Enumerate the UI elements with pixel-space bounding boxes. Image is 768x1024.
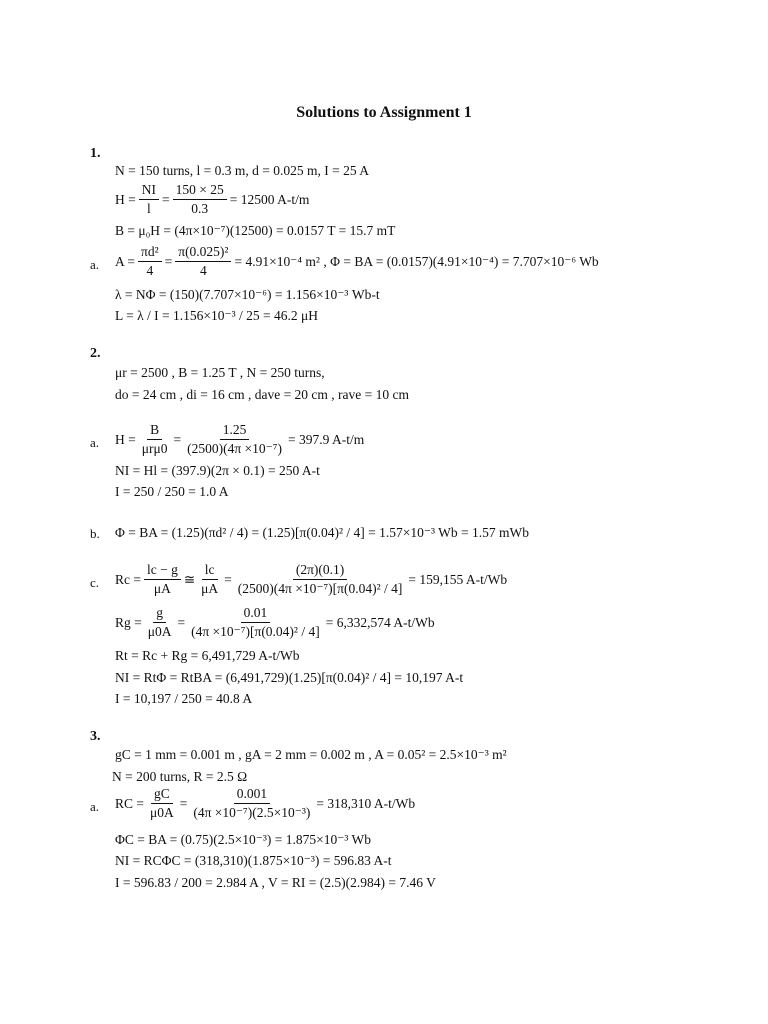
p3-rc-equation: RC = $\frac{gC}{\mu 0A}$ = $\frac{0.001}{\text{(4π ×10⁻⁷)(2.5×10⁻³)}}$ = 318,310 A-t/Wb	[115, 786, 416, 820]
problem-1-number: 1.	[90, 146, 101, 161]
p3-rc-frac-2: $\frac{0.001}{\text{(4π ×10⁻⁷)(2.5×10⁻³)}}$	[193, 786, 311, 820]
p2-a-frac-1: $\frac{B}{\text{μrμ0}}$	[141, 422, 168, 456]
p2-rg-equation: Rg = $\frac{g}{\mu 0A}$ = $\frac{0.01}{\text{(4π ×10⁻⁷)[π(0.04)² / 4]}}$ = 6,332,574 A-t/Wb	[115, 605, 435, 639]
p2-ni-equation: NI = Hl = (397.9)(2π × 0.1) = 250 A-t	[115, 463, 320, 478]
p1-h-frac-1: $\frac{NI}{l}$	[139, 182, 159, 217]
problem-3-number: 3.	[90, 729, 101, 744]
p1-a-label: a.	[90, 257, 100, 272]
p1-l-equation: L = λ / I = 1.156×10⁻³ / 25 = 46.2 μH	[115, 308, 319, 323]
p1-b-equation: B = μ₀H = (4π×10⁻⁷)(12500) = 0.0157 T = 15.7 mT	[115, 223, 396, 238]
page-title: Solutions to Assignment 1	[296, 104, 472, 121]
p2-rt-equation: Rt = Rc + Rg = 6,491,729 A-t/Wb	[115, 648, 300, 663]
p2-i-equation: I = 250 / 250 = 1.0 A	[115, 484, 229, 499]
p3-a-label: a.	[90, 799, 100, 814]
p3-given-2: N = 200 turns, R = 2.5 Ω	[112, 769, 248, 784]
p3-phi-equation: ΦC = BA = (0.75)(2.5×10⁻³) = 1.875×10⁻³ Wb	[115, 832, 372, 847]
p2-b-equation: Φ = BA = (1.25)(πd² / 4) = (1.25)[π(0.04)² / 4] = 1.57×10⁻³ Wb = 1.57 mWb	[115, 525, 530, 540]
p2-i2-equation: I = 10,197 / 250 = 40.8 A	[115, 691, 253, 706]
p1-h-frac-2: $\frac{150 \times 25}{0.3}$	[173, 182, 227, 217]
p2-rc-frac-2: $\frac{lc}{\mu A}$	[201, 562, 219, 596]
p2-rg-frac-2: $\frac{0.01}{\text{(4π ×10⁻⁷)[π(0.04)² / 4]}}$	[191, 605, 320, 639]
p1-given: N = 150 turns, l = 0.3 m, d = 0.025 m, I = 25 A	[115, 163, 369, 178]
p2-c-label: c.	[90, 575, 100, 590]
p2-a-frac-2: $\frac{1.25}{\text{(2500)(4π ×10⁻⁷)}}$	[187, 422, 282, 456]
p2-a-equation: H = $\frac{B}{\text{μrμ0}}$ = $\frac{1.25}{\text{(2500)(4π ×10⁻⁷)}}$ = 397.9 A-t/m	[115, 422, 365, 456]
p2-rc-equation: Rc = $\frac{lc - g}{\mu A}$ ≅ $\frac{lc}{\mu A}$ = $\frac{(2\pi)(0.1)}{\text{(2500)(4π ×10⁻⁷)[π(0.04)² / 4]}}$ = 159,155 A-t/Wb	[115, 562, 508, 596]
p3-rc-frac-1: $\frac{gC}{\mu 0A}$	[150, 786, 174, 820]
p1-a-frac-1: $\frac{\text{πd²}}{4}$	[138, 244, 162, 279]
p2-rc-frac-3: $\frac{(2\pi)(0.1)}{\text{(2500)(4π ×10⁻⁷)[π(0.04)² / 4]}}$	[237, 562, 403, 596]
p1-a-frac-2: $\frac{\text{π(0.025)²}}{4}$	[175, 244, 231, 279]
p3-given-1: gC = 1 mm = 0.001 m , gA = 2 mm = 0.002 m , A = 0.05² = 2.5×10⁻³ m²	[115, 747, 507, 762]
p3-i-equation: I = 596.83 / 200 = 2.984 A , V = RI = (2.5)(2.984) = 7.46 V	[115, 875, 436, 890]
p2-a-label: a.	[90, 435, 100, 450]
p2-given-1: μr = 2500 , B = 1.25 T , N = 250 turns,	[115, 365, 325, 380]
p3-ni-equation: NI = RCΦC = (318,310)(1.875×10⁻³) = 596.83 A-t	[115, 853, 392, 868]
p2-given-2: do = 24 cm , di = 16 cm , dave = 20 cm , rave = 10 cm	[115, 387, 410, 402]
p1-lambda-equation: λ = NΦ = (150)(7.707×10⁻⁶) = 1.156×10⁻³ Wb-t	[115, 287, 380, 302]
p2-rc-frac-1: $\frac{lc - g}{\mu A}$	[144, 562, 181, 597]
p2-ni2-equation: NI = RtΦ = RtBA = (6,491,729)(1.25)[π(0.04)² / 4] = 10,197 A-t	[115, 670, 464, 685]
p2-b-label: b.	[90, 526, 100, 541]
p1-h-equation: H = $\frac{NI}{l}$ = $\frac{150 \times 25}{0.3}$ = 12500 A-t/m	[115, 182, 310, 216]
problem-2-number: 2.	[90, 346, 101, 361]
p2-rg-frac-1: $\frac{g}{\mu 0A}$	[147, 605, 172, 639]
p1-a-equation: A = $\frac{\text{πd²}}{4}$ = $\frac{\text{π(0.025)²}}{4}$ = 4.91×10⁻⁴ m² , Φ = BA = (0.0157)(4.91×10⁻⁴) = 7.707×10⁻⁶ Wb	[115, 244, 599, 278]
p1-h-lhs: H =	[115, 191, 136, 207]
